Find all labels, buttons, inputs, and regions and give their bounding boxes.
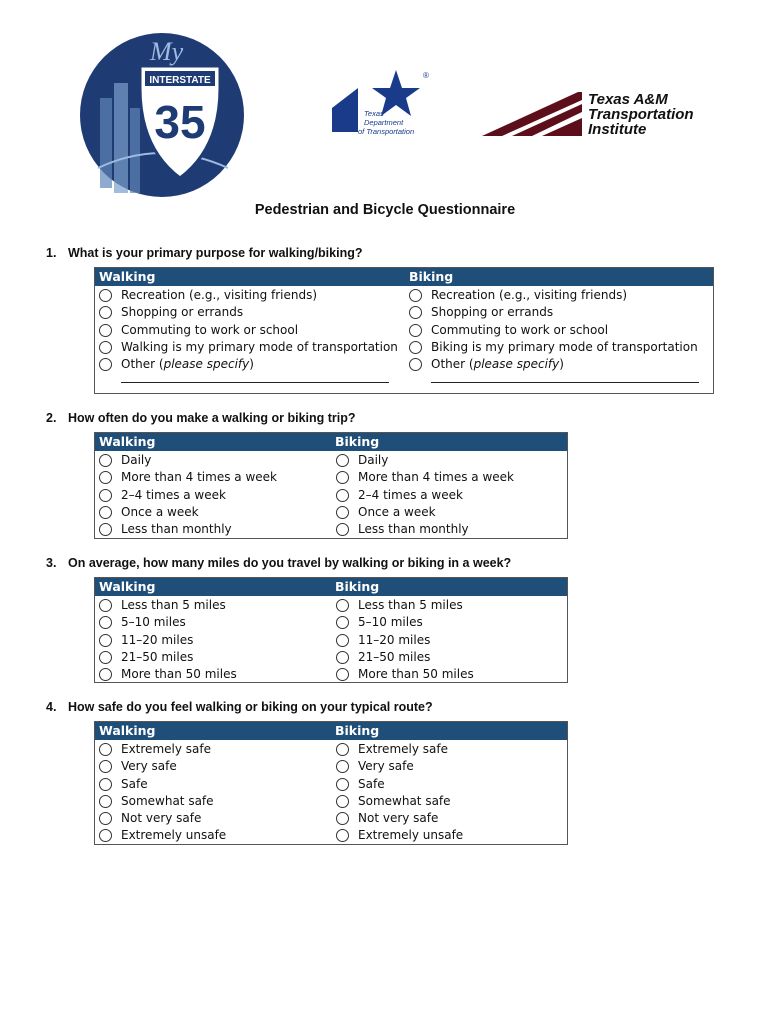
radio-button[interactable]: [99, 760, 112, 773]
biking-options: [332, 452, 569, 538]
option-walking-commuting[interactable]: Commuting to work or school: [95, 322, 405, 339]
option-biking-lt5[interactable]: Less than 5 miles: [332, 597, 569, 614]
option-biking-gt50[interactable]: More than 50 miles: [332, 666, 569, 683]
biking-other-input[interactable]: [405, 373, 715, 390]
radio-button[interactable]: [99, 454, 112, 467]
radio-button[interactable]: [336, 778, 349, 791]
biking-header: Biking: [335, 579, 380, 594]
option-walking-other[interactable]: Other (please specify): [95, 356, 405, 373]
option-biking-4plus[interactable]: More than 4 times a week: [332, 469, 569, 486]
option-walking-shopping[interactable]: Shopping or errands: [95, 304, 405, 321]
tti-line2: Transportation: [588, 106, 694, 123]
option-biking-21to50[interactable]: 21–50 miles: [332, 649, 569, 666]
radio-button[interactable]: [99, 289, 112, 302]
option-biking-other[interactable]: Other (please specify): [405, 356, 715, 373]
radio-button[interactable]: [99, 471, 112, 484]
walking-header: Walking: [99, 579, 156, 594]
tti-logo: [482, 88, 722, 138]
walking-options: [95, 452, 332, 538]
radio-button[interactable]: [99, 506, 112, 519]
question-1-table: [94, 267, 714, 394]
radio-button[interactable]: [409, 306, 422, 319]
radio-button[interactable]: [99, 829, 112, 842]
option-biking-recreation[interactable]: Recreation (e.g., visiting friends): [405, 287, 715, 304]
question-3-table: [94, 577, 568, 683]
my-interstate-35-logo: [78, 28, 246, 203]
i35-number-text: 35: [154, 96, 206, 148]
option-walking-gt50[interactable]: More than 50 miles: [95, 666, 332, 683]
walking-options: [95, 597, 332, 683]
option-biking-11to20[interactable]: 11–20 miles: [332, 632, 569, 649]
walking-header: Walking: [99, 434, 156, 449]
question-4: 4. How safe do you feel walking or biking on your typical route?: [46, 700, 433, 714]
walking-other-input[interactable]: [95, 373, 405, 390]
option-walking-21to50[interactable]: 21–50 miles: [95, 649, 332, 666]
option-walking-11to20[interactable]: 11–20 miles: [95, 632, 332, 649]
option-biking-2to4[interactable]: 2–4 times a week: [332, 487, 569, 504]
option-walking-monthly[interactable]: Less than monthly: [95, 521, 332, 538]
question-1: 1. What is your primary purpose for walking/biking?: [46, 246, 363, 260]
radio-button[interactable]: [409, 358, 422, 371]
option-biking-very-safe[interactable]: Very safe: [332, 758, 569, 775]
biking-header: Biking: [335, 723, 380, 738]
option-biking-somewhat-safe[interactable]: Somewhat safe: [332, 793, 569, 810]
radio-button[interactable]: [336, 795, 349, 808]
radio-button[interactable]: [336, 489, 349, 502]
radio-button[interactable]: [409, 341, 422, 354]
radio-button[interactable]: [99, 634, 112, 647]
txdot-line2: Department: [364, 118, 404, 127]
radio-button[interactable]: [336, 743, 349, 756]
radio-button[interactable]: [99, 306, 112, 319]
radio-button[interactable]: [99, 795, 112, 808]
walking-header: Walking: [99, 269, 156, 284]
table-header: [95, 722, 567, 740]
radio-button[interactable]: [336, 651, 349, 664]
radio-button[interactable]: [336, 506, 349, 519]
table-header: [95, 268, 713, 286]
radio-button[interactable]: [409, 289, 422, 302]
question-4-table: [94, 721, 568, 845]
radio-button[interactable]: [99, 523, 112, 536]
option-walking-extremely-unsafe[interactable]: Extremely unsafe: [95, 827, 332, 844]
option-walking-once[interactable]: Once a week: [95, 504, 332, 521]
radio-button[interactable]: [336, 812, 349, 825]
radio-button[interactable]: [99, 599, 112, 612]
option-biking-daily[interactable]: Daily: [332, 452, 569, 469]
txdot-logo: [328, 66, 428, 140]
radio-button[interactable]: [99, 324, 112, 337]
option-biking-extremely-safe[interactable]: Extremely safe: [332, 741, 569, 758]
table-header: [95, 578, 567, 596]
page-title: Pedestrian and Bicycle Questionnaire: [254, 202, 516, 218]
option-walking-lt5[interactable]: Less than 5 miles: [95, 597, 332, 614]
option-walking-safe[interactable]: Safe: [95, 776, 332, 793]
option-biking-5to10[interactable]: 5–10 miles: [332, 614, 569, 631]
option-biking-commuting[interactable]: Commuting to work or school: [405, 322, 715, 339]
option-biking-shopping[interactable]: Shopping or errands: [405, 304, 715, 321]
walking-options: [95, 287, 405, 390]
radio-button[interactable]: [336, 599, 349, 612]
radio-button[interactable]: [336, 634, 349, 647]
option-walking-primary-mode[interactable]: Walking is my primary mode of transportation: [95, 339, 405, 356]
table-header: [95, 433, 567, 451]
i35-interstate-text: INTERSTATE: [149, 75, 211, 86]
txdot-line3: of Transportation: [358, 127, 415, 136]
radio-button[interactable]: [99, 616, 112, 629]
biking-options: [332, 741, 569, 845]
option-walking-4plus[interactable]: More than 4 times a week: [95, 469, 332, 486]
registered-mark: ®: [423, 71, 429, 80]
radio-button[interactable]: [99, 358, 112, 371]
radio-button[interactable]: [99, 743, 112, 756]
option-biking-safe[interactable]: Safe: [332, 776, 569, 793]
radio-button[interactable]: [99, 668, 112, 681]
option-walking-extremely-safe[interactable]: Extremely safe: [95, 741, 332, 758]
option-biking-once[interactable]: Once a week: [332, 504, 569, 521]
radio-button[interactable]: [99, 812, 112, 825]
option-walking-very-safe[interactable]: Very safe: [95, 758, 332, 775]
radio-button[interactable]: [336, 829, 349, 842]
radio-button[interactable]: [336, 471, 349, 484]
biking-options: [332, 597, 569, 683]
radio-button[interactable]: [99, 341, 112, 354]
biking-header: Biking: [335, 434, 380, 449]
radio-button[interactable]: [336, 454, 349, 467]
option-walking-not-very-safe[interactable]: Not very safe: [95, 810, 332, 827]
option-walking-daily[interactable]: Daily: [95, 452, 332, 469]
radio-button[interactable]: [99, 651, 112, 664]
question-2: 2. How often do you make a walking or biking trip?: [46, 411, 356, 425]
question-3: 3. On average, how many miles do you travel by walking or biking in a week?: [46, 556, 512, 570]
biking-options: [405, 287, 715, 390]
radio-button[interactable]: [336, 668, 349, 681]
option-biking-extremely-unsafe[interactable]: Extremely unsafe: [332, 827, 569, 844]
radio-button[interactable]: [336, 760, 349, 773]
walking-header: Walking: [99, 723, 156, 738]
tti-line3: Institute: [588, 121, 647, 138]
option-walking-5to10[interactable]: 5–10 miles: [95, 614, 332, 631]
radio-button[interactable]: [409, 324, 422, 337]
option-biking-monthly[interactable]: Less than monthly: [332, 521, 569, 538]
txdot-line1: Texas: [364, 109, 384, 118]
tti-line1: Texas A&M: [588, 91, 668, 108]
option-walking-2to4[interactable]: 2–4 times a week: [95, 487, 332, 504]
option-walking-recreation[interactable]: Recreation (e.g., visiting friends): [95, 287, 405, 304]
walking-options: [95, 741, 332, 845]
option-walking-somewhat-safe[interactable]: Somewhat safe: [95, 793, 332, 810]
question-2-table: [94, 432, 568, 539]
option-biking-primary-mode[interactable]: Biking is my primary mode of transportation: [405, 339, 715, 356]
biking-header: Biking: [409, 269, 454, 284]
radio-button[interactable]: [336, 523, 349, 536]
radio-button[interactable]: [336, 616, 349, 629]
option-biking-not-very-safe[interactable]: Not very safe: [332, 810, 569, 827]
i35-my-text: My: [150, 37, 184, 66]
radio-button[interactable]: [99, 489, 112, 502]
radio-button[interactable]: [99, 778, 112, 791]
